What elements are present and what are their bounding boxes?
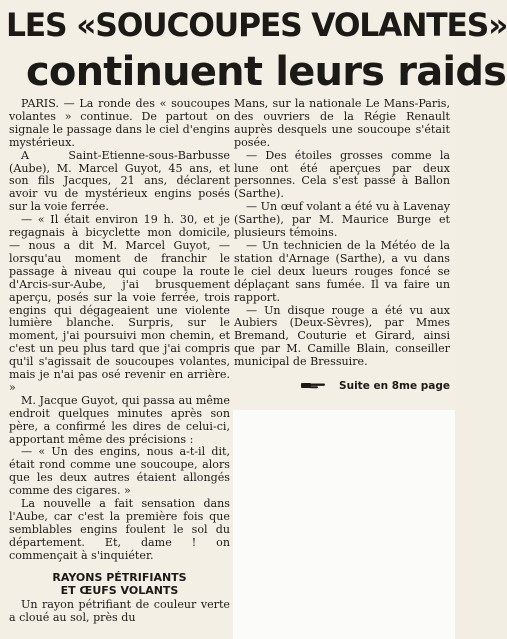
subheading-line-2: ET ŒUFS VOLANTS [60,583,179,597]
paragraph: La nouvelle a fait sensation dans l'Aube, car c'est la première fois que semblables engins foulent le sol du département. Et, dame ! on commençait à s'inquiéter. [9,497,230,562]
paragraph: A Saint-Etienne-sous-Barbusse (Aube), M. Marcel Guyot, 45 ans, et son fils Jacques, 21 ans, déclarent avoir vu de mystérieux engins posés sur la voie ferrée. [9,148,230,214]
right-column [234,98,450,393]
pointing-hand-icon [301,380,327,390]
paragraph: — Des étoiles grosses comme la lune ont été aperçues par deux personnes. Cela s'est passé à Ballon (Sarthe). [234,148,450,201]
headline-line-1: LES «SOUCOUPES VOLANTES» [6,6,507,44]
paragraph: Un rayon pétrifiant de couleur verte a cloué au sol, près du [9,597,230,624]
subheading-line-1: RAYONS PÉTRIFIANTS [52,570,187,584]
paragraph: Mans, sur la nationale Le Mans-Paris, des ouvriers de la Régie Renault auprès desquels une soucoupe s'était posée. [234,97,450,149]
paragraph: — « Un des engins, nous a-t-il dit, était rond comme une soucoupe, alors que les deux autres étaient allongés comme des cigares. » [9,445,230,498]
paragraph: — Un disque rouge a été vu aux Aubiers (Deux-Sèvres), par Mmes Bremand, Couturie et Girard, ainsi que par M. Camille Blain, conseiller municipal de Bressuire. [234,303,450,369]
continuation-text: Suite en 8me page [339,380,450,393]
left-column [9,98,230,624]
continuation-note [234,379,450,393]
clipping-cut-area [233,410,455,639]
paragraph: — « Il était environ 19 h. 30, et je regagnais à bicyclette mon domicile, — nous a dit M. Marcel Guyot, — lorsqu'au moment de franchir le passage à niveau qui coupe la route d'Arcis-sur-Aube, j'ai brusquement aperçu, posés sur la voie ferrée, trois engins qui dégageaient une violente lumière blanche. Surpris, sur le moment, j'ai poursuivi mon chemin, et c'est un peu plus tard que j'ai compris qu'il s'agissait de soucoupes volantes, mais je n'ai pas osé revenir en arrière. » [9,213,230,394]
headline-line-2: continuent leurs raids [26,49,507,95]
paragraph: — Un œuf volant a été vu à Lavenay (Sarthe), par M. Maurice Burge et plusieurs témoins. [234,200,450,240]
subheading [9,571,230,597]
paragraph: — Un technicien de la Météo de la station d'Arnage (Sarthe), a vu dans le ciel deux lueurs rouges foncé se déplaçant sans fumée. Il va faire un rapport. [234,238,450,304]
paragraph: PARIS. — La ronde des « soucoupes volantes » continue. De partout on signale le passage dans le ciel d'engins mystérieux. [9,97,230,149]
paragraph: M. Jacque Guyot, qui passa au même endroit quelques minutes après son père, a confirmé les dires de celui-ci, apportant même des précisions : [9,393,230,446]
